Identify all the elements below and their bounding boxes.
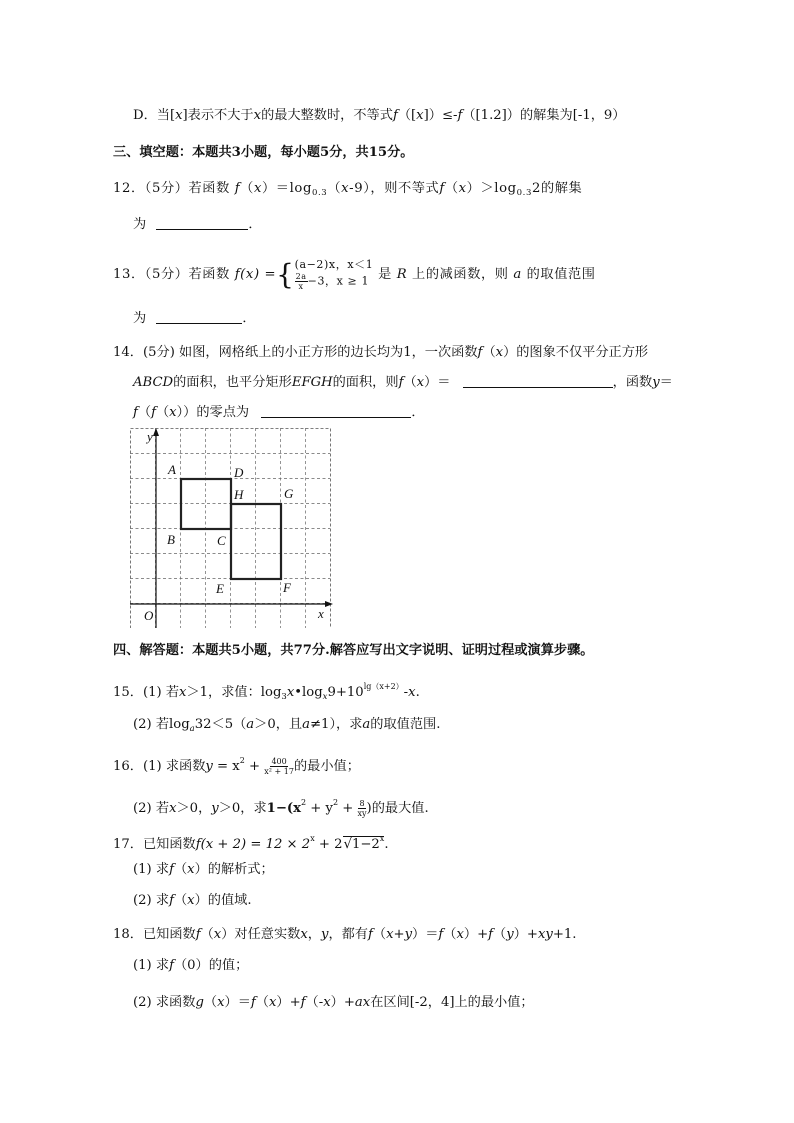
question-17: 17．已知函数$f(x + 2) = 12 \times 2^x + 2√1-2^x$.: [113, 834, 389, 852]
question-16-part-2: (2) 若x＞0，y＞0，求$1-(x^2 + y^2$ + $\frac{8}{xy}$ )的最大值.: [133, 798, 429, 818]
label-origin: O: [144, 608, 154, 623]
question-14-line-1: 14．(5分) 如图，网格纸上的小正方形的边长均为1，一次函数f（x）的图象不仅平分正方形: [113, 345, 649, 360]
piecewise-brace-icon: {: [276, 257, 295, 291]
label-d: D: [234, 465, 244, 480]
q13-answer-blank[interactable]: [156, 309, 242, 324]
label-x: x: [318, 606, 324, 621]
q11-option-d: D．当[x]表示不大于x的最大整数时，不等式f（[x]）≤-f（[1.2]）的解集为[-1，9）: [133, 108, 626, 123]
question-14-line-3: f（f（x））的零点为 ．: [133, 405, 425, 420]
question-16-part-1: 16．(1) 求函数$y = x^2$ + $\frac{400}{\text{x² + 17}}$ 的最小值；: [113, 756, 360, 776]
q12-answer-blank[interactable]: [156, 215, 248, 230]
x-axis-arrow-icon: [325, 601, 333, 607]
piecewise-cases: (a−2)x，x＜1 $\frac{2a}{x}$ −3，x ≥ 1: [294, 258, 374, 291]
question-18-part-2: (2) 求函数g（x）＝f（x）+f（-x）+ax在区间[-2，4]上的最小值；: [133, 995, 534, 1010]
label-g: G: [284, 486, 294, 501]
label-f: F: [283, 580, 291, 595]
sqrt-expression: $√1-2^x$: [343, 834, 385, 852]
label-e: E: [216, 581, 224, 596]
q14-answer-blank-2[interactable]: [261, 403, 411, 418]
question-15-part-2: (2) 若$\log_a32<5(a>0$，且a≠1），求a的取值范围.: [133, 717, 441, 734]
grid-figure: [130, 428, 336, 628]
q14-answer-blank-1[interactable]: [463, 373, 613, 388]
section-4-heading: 四、解答题：本题共5小题，共77分.解答应写出文字说明、证明过程或演算步骤。: [113, 643, 594, 658]
question-18: 18．已知函数f（x）对任意实数x，y，都有f（x+y）＝f（x）+f（y）+xy+1.: [113, 927, 577, 942]
rectangle-efgh: [231, 504, 281, 579]
square-abcd: [181, 479, 231, 529]
label-y: y: [147, 429, 153, 444]
question-17-part-1: (1) 求f（x）的解析式；: [133, 862, 274, 877]
question-14-line-2: ABCD的面积，也平分矩形EFGH的面积，则f（x）＝ ，函数y＝: [133, 375, 673, 390]
question-12-answer-line: 为 ．: [133, 217, 262, 232]
label-a: A: [168, 462, 176, 477]
label-c: C: [217, 533, 226, 548]
question-12: 12．（5分）若函数 $f(x)=\log_{0.3}(x-9)$，则不等式$f(x)>\log_{0.3}2$的解集: [113, 181, 583, 198]
section-3-heading: 三、填空题：本题共3小题，每小题5分，共15分。: [113, 145, 414, 160]
y-axis-arrow-icon: [153, 428, 159, 436]
question-15-part-1: 15．(1) 若x＞1，求值：$\log_3x•\log_x9+10^{lg(x+2)}-x$.: [113, 682, 420, 702]
question-13-answer-line: 为 ．: [133, 311, 256, 326]
question-18-part-1: (1) 求f（0）的值；: [133, 958, 249, 973]
label-b: B: [167, 532, 175, 547]
question-17-part-2: (2) 求f（x）的值域.: [133, 893, 252, 908]
question-13: 13．（5分）若函数 f(x) ={ (a−2)x，x＜1 $\frac{2a}{x}$ −3，x ≥ 1 是 R 上的减函数，则 a 的取值范围: [113, 257, 596, 291]
label-h: H: [234, 487, 244, 502]
